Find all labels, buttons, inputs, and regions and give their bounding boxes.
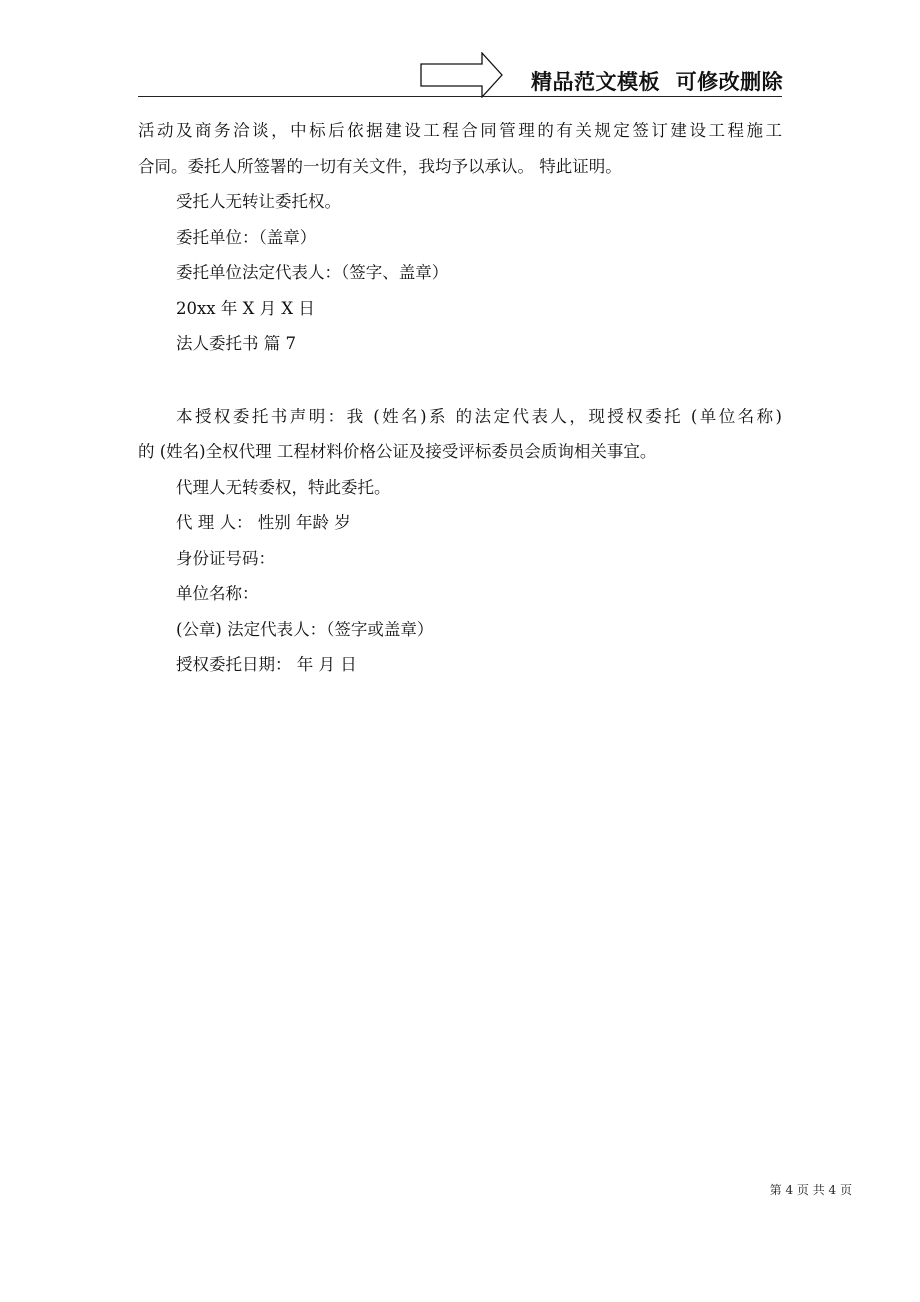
paragraph-line: 委托单位法定代表人：（签字、盖章） [176, 263, 449, 282]
blank-line [138, 362, 782, 399]
arrow-icon [420, 52, 504, 98]
signature-line: (公章) 法定代表人：（签字或盖章） [176, 619, 434, 639]
page-number: 第 4 页 共 4 页 [769, 1183, 852, 1197]
paragraph-line: 的 (姓名)全权代理 工程材料价格公证及接受评标委员会质询相关事宜。 [138, 442, 657, 461]
id-number-line: 身份证号码： [176, 548, 275, 568]
agent-info-line: 代 理 人： 性别 年龄 岁 [176, 513, 351, 532]
authorization-date-line: 授权委托日期： 年 月 日 [176, 655, 357, 674]
document-body [138, 113, 782, 683]
header-divider [138, 96, 782, 97]
paragraph-line: 受托人无转让委托权。 [176, 192, 341, 211]
paragraph-line: 活动及商务洽谈，中标后依据建设工程合同管理的有关规定签订建设工程施工 [138, 121, 782, 140]
date-line: 20xx 年 X 月 X 日 [176, 298, 315, 318]
section-heading: 法人委托书 篇 7 [176, 334, 296, 353]
paragraph-line: 委托单位：（盖章） [176, 227, 317, 247]
unit-name-line: 单位名称： [176, 584, 259, 603]
paragraph-line: 合同。委托人所签署的一切有关文件，我均予以承认。 特此证明。 [138, 156, 622, 176]
paragraph-line: 代理人无转委权，特此委托。 [176, 477, 391, 497]
paragraph-line: 本授权委托书声明：我 (姓名)系 的法定代表人，现授权委托 (单位名称) [176, 406, 782, 426]
header-title: 精品范文模板 可修改删除 [531, 70, 784, 94]
